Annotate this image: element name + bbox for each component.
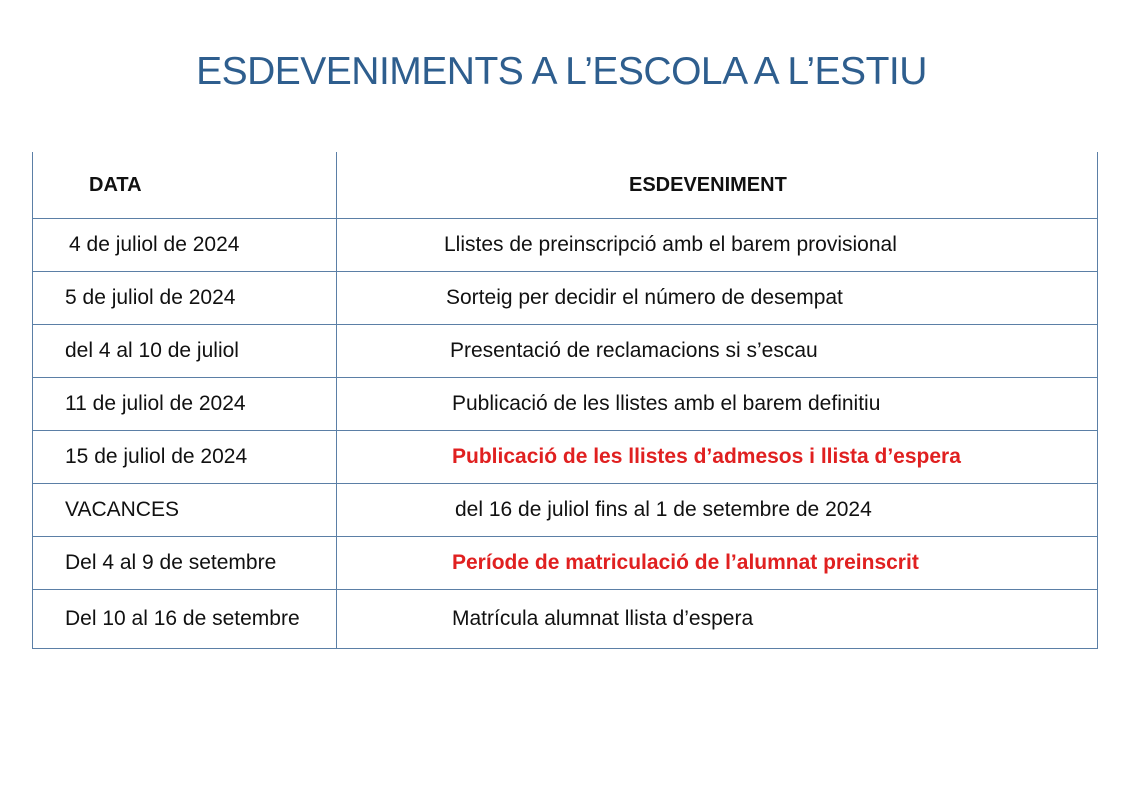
table-row [33, 537, 1098, 590]
table-row [33, 590, 1098, 649]
event-date: Del 4 al 9 de setembre [33, 537, 337, 590]
event-date: 4 de juliol de 2024 [33, 219, 337, 272]
table-row [33, 378, 1098, 431]
event-description: Matrícula alumnat llista d’espera [337, 590, 1098, 649]
header-event: ESDEVENIMENT [337, 152, 1098, 219]
event-description-highlighted: Període de matriculació de l’alumnat preinscrit [337, 537, 1098, 590]
event-description: del 16 de juliol fins al 1 de setembre de 2024 [337, 484, 1098, 537]
table-row [33, 219, 1098, 272]
event-date: 15 de juliol de 2024 [33, 431, 337, 484]
page-title: ESDEVENIMENTS A L’ESCOLA A L’ESTIU [196, 50, 927, 93]
table-row [33, 272, 1098, 325]
table-header-row [33, 152, 1098, 219]
event-date: del 4 al 10 de juliol [33, 325, 337, 378]
event-date: VACANCES [33, 484, 337, 537]
event-description-highlighted: Publicació de les llistes d’admesos i llista d’espera [337, 431, 1098, 484]
event-date: Del 10 al 16 de setembre [33, 590, 337, 649]
event-description: Presentació de reclamacions si s’escau [337, 325, 1098, 378]
header-date: DATA [33, 152, 337, 219]
event-date: 11 de juliol de 2024 [33, 378, 337, 431]
events-table [32, 152, 1098, 649]
event-description: Sorteig per decidir el número de desempat [337, 272, 1098, 325]
table-row [33, 484, 1098, 537]
event-description: Llistes de preinscripció amb el barem provisional [337, 219, 1098, 272]
event-description: Publicació de les llistes amb el barem definitiu [337, 378, 1098, 431]
table-row [33, 431, 1098, 484]
table-row [33, 325, 1098, 378]
event-date: 5 de juliol de 2024 [33, 272, 337, 325]
